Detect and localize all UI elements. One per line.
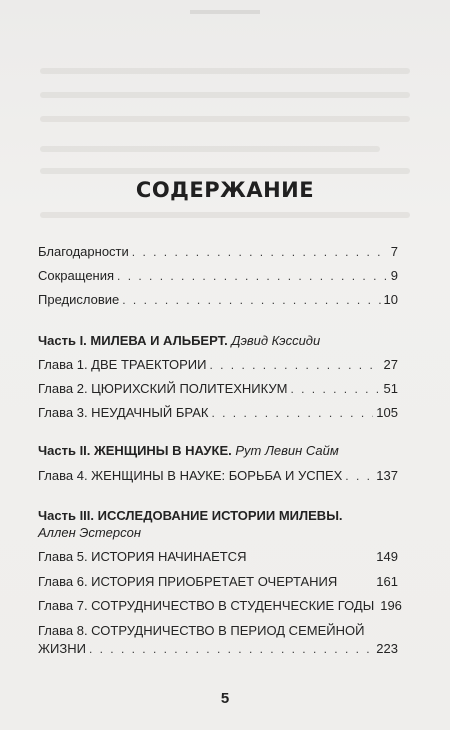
part-author: Рут Левин Сайм [235,443,339,458]
toc-entry-page: 149 [376,549,398,564]
toc-entry [38,641,398,661]
toc-entry-label: Глава 3. НЕУДАЧНЫЙ БРАК [38,405,209,420]
toc-entry-label: Благодарности [38,244,129,259]
toc-entry-page: 9 [390,268,398,283]
part-heading [38,508,410,523]
toc-entry-page: 137 [376,468,398,483]
toc-entry [38,244,398,264]
leader-dots [132,245,388,259]
toc-entry-page: 27 [383,357,398,372]
leader-dots [122,293,380,307]
page-title: СОДЕРЖАНИЕ [135,178,315,202]
toc-entry-page: 196 [380,598,402,613]
toc-entry-label: Глава 8. СОТРУДНИЧЕСТВО В ПЕРИОД СЕМЕЙНОЙ [38,623,365,638]
leader-dots [290,382,380,396]
toc-entry [38,268,398,288]
toc-entry-label: Глава 2. ЦЮРИХСКИЙ ПОЛИТЕХНИКУМ [38,381,288,396]
toc-entry-page: 51 [383,381,398,396]
leader-dots [89,642,373,656]
toc-entry-page: 161 [376,574,398,589]
toc-entry-page: 105 [376,405,398,420]
leader-dots [345,469,373,483]
toc-entry [38,405,398,425]
toc-entry [38,381,398,401]
part-heading [38,333,410,348]
toc-entry [38,357,398,377]
part-title: Часть II. ЖЕНЩИНЫ В НАУКЕ. [38,443,232,458]
toc-entry-label: Глава 1. ДВЕ ТРАЕКТОРИИ [38,357,207,372]
toc-entry-label: Глава 5. ИСТОРИЯ НАЧИНАЕТСЯ [38,549,247,564]
toc-entry [38,468,398,488]
leader-dots [117,269,388,283]
toc-entry-label: Глава 7. СОТРУДНИЧЕСТВО В СТУДЕНЧЕСКИЕ ГОДЫ [38,598,375,613]
part-title: Часть I. МИЛЕВА И АЛЬБЕРТ. [38,333,228,348]
part-heading [38,443,410,458]
leader-dots [209,358,380,372]
page-number: 5 [220,690,230,707]
toc-entry [38,574,398,594]
part-author: Дэвид Кэссиди [231,333,321,348]
toc-entry-label: Глава 6. ИСТОРИЯ ПРИОБРЕТАЕТ ОЧЕРТАНИЯ [38,574,338,589]
toc-entry [38,549,398,569]
toc-entry-label: Глава 4. ЖЕНЩИНЫ В НАУКЕ: БОРЬБА И УСПЕХ [38,468,343,483]
leader-dots [211,406,373,420]
toc-entry [38,598,402,618]
toc-entry-label: Сокращения [38,268,115,283]
part-title: Часть III. ИССЛЕДОВАНИЕ ИСТОРИИ МИЛЕВЫ. [38,508,343,523]
part-author: Аллен Эстерсон [38,525,142,540]
toc-entry-label-continued: ЖИЗНИ [38,641,86,656]
toc-entry-label: Предисловие [38,292,120,307]
toc-entry [38,292,398,312]
toc-entry-page: 7 [390,244,398,259]
toc-entry-page: 10 [383,292,398,307]
toc-entry-page: 223 [376,641,398,656]
